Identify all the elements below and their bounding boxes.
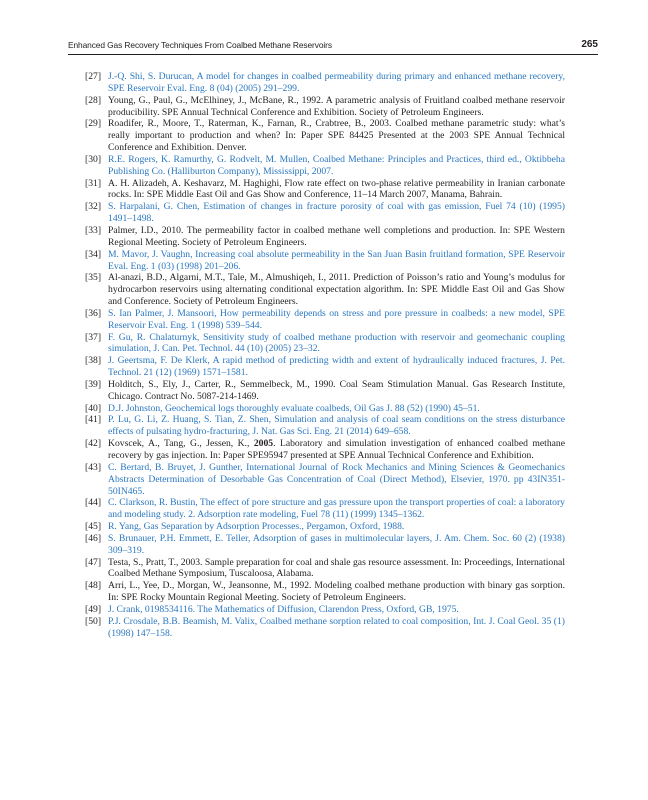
reference-link[interactable]: J. Crank, 0198534116. The Mathematics of Diffusion, Clarendon Press, Oxford, GB, 1975.: [108, 603, 459, 615]
reference-item: [85, 615, 565, 640]
reference-number: [28]: [85, 94, 102, 106]
reference-number: [30]: [85, 153, 102, 165]
reference-number: [50]: [85, 615, 102, 627]
reference-link[interactable]: P. Lu, G. Li, Z. Huang, S. Tian, Z. Shen, Simulation and analysis of coal seam conditions on the stress disturbance effects of pulsating hydro-fracturing, J. Nat. Gas Sci. Eng. 21 (2014) 649–658.: [108, 414, 565, 438]
reference-text: Al-anazi, B.D., Algarni, M.T., Tale, M., Almushiqeh, I., 2011. Prediction of Poisson’s ratio and Young’s modulus for hydrocarbon reservoirs using alternating conditional expectation algorithm. In: SPE Middle East Oil and Gas Show and Conference. Society of Petroleum Engineers.: [108, 272, 565, 308]
reference-link[interactable]: J.-Q. Shi, S. Durucan, A model for changes in coalbed permeability during primary and enhanced methane recovery, SPE Reservoir Eval. Eng. 8 (04) (2005) 291–299.: [108, 71, 565, 94]
reference-link[interactable]: F. Gu, R. Chalaturnyk, Sensitivity study of coalbed methane production with reservoir and geomechanic coupling simulation, J. Can. Pet. Technol. 44 (10) (2005) 23–32.: [108, 331, 565, 355]
reference-link[interactable]: M. Mavor, J. Vaughn, Increasing coal absolute permeability in the San Juan Basin fruitland formation, SPE Reservoir Eval. Eng. 1 (03) (1998) 201–206.: [108, 248, 565, 272]
reference-number: [44]: [85, 497, 102, 509]
reference-item: [85, 532, 565, 557]
reference-year: 2005: [253, 438, 274, 450]
reference-text: A. H. Alizadeh, A. Keshavarz, M. Haghighi, Flow rate effect on two-phase relative permeability in Iranian carbonate rocks. In: SPE Middle East Oil and Gas Show and Conference, 11–14 March 2007, Manama, Bahrain.: [108, 177, 565, 201]
reference-number: [39]: [85, 378, 102, 390]
reference-item: [85, 272, 565, 308]
reference-number: [45]: [85, 521, 102, 533]
reference-link[interactable]: C. Bertard, B. Bruyet, J. Gunther, International Journal of Rock Mechanics and Mining Sciences & Geomechanics Abstracts Determination of Desorbable Gas Concentration of Coal (Direct Method), Elsevier, 1970. pp 43IN351-50IN465.: [108, 461, 565, 497]
reference-number: [49]: [85, 603, 102, 615]
reference-number: [34]: [85, 248, 102, 260]
reference-link[interactable]: S. Harpalani, G. Chen, Estimation of changes in fracture porosity of coal with gas emission, Fuel 74 (10) (1995) 1491–1498.: [108, 201, 565, 225]
reference-link[interactable]: S. Brunauer, P.H. Emmett, E. Teller, Adsorption of gases in multimolecular layers, J. Am. Chem. Soc. 60 (2) (1938) 309–319.: [108, 532, 565, 556]
reference-text: Roadifer, R., Moore, T., Raterman, K., Farnan, R., Crabtree, B., 2003. Coalbed methane parametric study: what’s really important to production and when? In: Paper SPE 84425 Presented at the 2003 SPE Annual Technical Conference and Exhibition. Denver.: [108, 118, 565, 154]
reference-item: [85, 224, 565, 249]
reference-number: [38]: [85, 355, 102, 367]
running-header: [68, 40, 598, 55]
reference-item: [85, 177, 565, 202]
reference-number: [41]: [85, 414, 102, 426]
reference-number: [27]: [85, 71, 102, 82]
reference-number: [42]: [85, 438, 102, 450]
reference-text: . Laboratory and simulation investigation of enhanced coalbed methane recovery by gas injection. In: Paper SPE95947 presented at SPE Annual Technical Conference and Exhibition.: [108, 438, 565, 461]
reference-text: Testa, S., Pratt, T., 2003. Sample preparation for coal and shale gas resource assessment. In: Proceedings, International Coalbed Methane Symposium, Tuscaloosa, Alabama.: [108, 556, 565, 580]
reference-item: [85, 355, 565, 379]
reference-link[interactable]: R. Yang, Gas Separation by Adsorption Processes., Pergamon, Oxford, 1988.: [108, 521, 405, 533]
reference-number: [40]: [85, 402, 102, 414]
reference-number: [46]: [85, 532, 102, 544]
reference-number: [33]: [85, 224, 102, 236]
running-title: Enhanced Gas Recovery Techniques From Coalbed Methane Reservoirs: [68, 40, 332, 50]
reference-text: Arri, L., Yee, D., Morgan, W., Jeansonne, M., 1992. Modeling coalbed methane production with binary gas sorption. In: SPE Rocky Mountain Regional Meeting. Society of Petroleum Engineers.: [108, 580, 565, 604]
reference-text: Holditch, S., Ely, J., Carter, R., Semmelbeck, M., 1990. Coal Seam Stimulation Manual. Gas Research Institute, Chicago. Contract No. 5087-214-1469.: [108, 378, 565, 402]
reference-item: [85, 521, 565, 533]
reference-item: [85, 580, 565, 604]
reference-list: [85, 71, 565, 640]
reference-link[interactable]: J. Geertsma, F. De Klerk, A rapid method of predicting width and extent of hydraulically induced fractures, J. Pet. Technol. 21 (12) (1969) 1571–1581.: [108, 355, 565, 379]
reference-item: [85, 331, 565, 356]
reference-number: [43]: [85, 461, 102, 473]
reference-number: [32]: [85, 201, 102, 213]
page-number: 265: [581, 39, 598, 50]
reference-number: [31]: [85, 177, 102, 189]
reference-link[interactable]: R.E. Rogers, K. Ramurthy, G. Rodvelt, M. Mullen, Coalbed Methane: Principles and Practices, third ed., Oktibbeha Publishing Co. (Halliburton Company), Mississippi, 2007.: [108, 153, 565, 177]
reference-item: [85, 497, 565, 521]
reference-text: Kovscek, A., Tang, G., Jessen, K.,: [108, 438, 254, 450]
reference-number: [29]: [85, 118, 102, 130]
reference-item: [85, 461, 565, 498]
reference-item: [85, 438, 565, 462]
reference-link[interactable]: D.J. Johnston, Geochemical logs thoroughly evaluate coalbeds, Oil Gas J. 88 (52) (1990) 45–51.: [108, 402, 480, 414]
reference-number: [47]: [85, 556, 102, 568]
reference-number: [36]: [85, 307, 102, 319]
reference-item: [85, 153, 565, 178]
reference-item: [85, 71, 565, 95]
reference-item: [85, 307, 565, 332]
reference-text: Palmer, I.D., 2010. The permeability factor in coalbed methane well completions and production. In: SPE Western Regional Meeting. Society of Petroleum Engineers.: [108, 224, 565, 248]
reference-link[interactable]: C. Clarkson, R. Bustin, The effect of pore structure and gas pressure upon the transport properties of coal: a laboratory and modeling study. 2. Adsorption rate modeling, Fuel 78 (11) (1999) 1345–1362.: [108, 497, 565, 521]
reference-number: [37]: [85, 331, 102, 343]
reference-item: [85, 118, 565, 154]
reference-item: [85, 378, 565, 403]
reference-number: [48]: [85, 580, 102, 592]
reference-link[interactable]: P.J. Crosdale, B.B. Beamish, M. Valix, Coalbed methane sorption related to coal composition, Int. J. Coal Geol. 35 (1) (1998) 147–158.: [108, 615, 565, 639]
reference-item: [85, 603, 565, 616]
reference-item: [85, 94, 565, 119]
reference-item: [85, 402, 565, 415]
reference-number: [35]: [85, 272, 102, 284]
reference-item: [85, 248, 565, 273]
reference-item: [85, 414, 565, 438]
reference-text: Young, G., Paul, G., McElhiney, J., McBane, R., 1992. A parametric analysis of Fruitland coalbed methane reservoir producibility. SPE Annual Technical Conference and Exhibition. Society of Petroleum Engineers.: [108, 94, 565, 118]
reference-item: [85, 201, 565, 225]
reference-link[interactable]: S. Ian Palmer, J. Mansoori, How permeability depends on stress and pore pressure in coalbeds: a new model, SPE Reservoir Eval. Eng. 1 (1998) 539–544.: [108, 307, 565, 331]
reference-item: [85, 556, 565, 581]
